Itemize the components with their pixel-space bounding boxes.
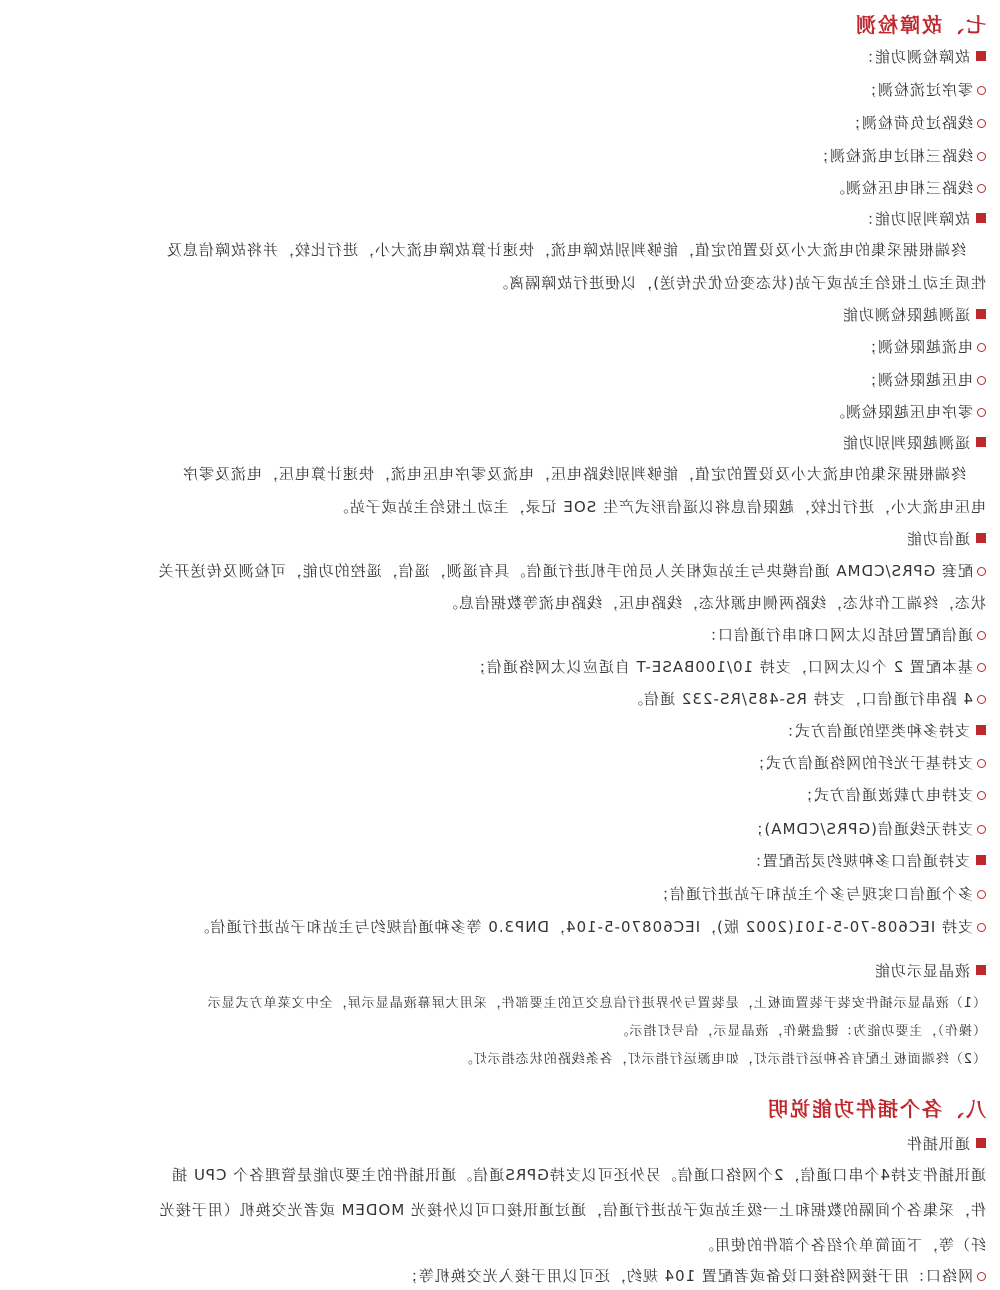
circle-bullet-icon <box>977 663 986 672</box>
circle-bullet-icon <box>977 343 986 352</box>
heading-label: 支持通信口多种规约灵活配置： <box>745 852 970 870</box>
square-bullet-icon <box>976 725 986 735</box>
square-bullet-icon <box>976 437 986 447</box>
square-bullet-icon <box>976 213 986 223</box>
list-item <box>627 689 986 709</box>
list-item-label: 线路三相过电流检测； <box>812 147 973 165</box>
circle-bullet-icon <box>977 152 986 161</box>
list-item-label: 多个通信口实现与多个主站和子站进行通信； <box>652 885 973 903</box>
heading-label: 液晶显示功能 <box>873 962 970 980</box>
circle-bullet-icon <box>977 759 986 768</box>
heading-fault-judge <box>858 209 986 229</box>
list-item <box>861 337 986 357</box>
heading-multi-port <box>746 851 986 871</box>
list-item <box>653 884 986 904</box>
list-item-label: 线路过负荷检测； <box>844 114 973 132</box>
list-item <box>845 113 986 133</box>
list-item-label: 4 路串行通信口，支持 RS-485/RS-232 通信。 <box>627 690 973 708</box>
heading-fault-detect <box>858 47 986 67</box>
paragraph-line: （1）液晶显示插件安装于装置面板上，是装置与外界进行信息交互的主要部件，采用大屏幕液晶显示屏，全中文菜单方式显示 <box>206 996 986 1011</box>
list-item-label: 支持 IEC608-70-5-101(2002 版)，IEC60870-5-104，DNP3.0 等多种通信规约与主站和子站进行通信。 <box>193 918 973 936</box>
list-item-label: 支持无线通信(GPRS/CDMA)； <box>747 820 973 838</box>
square-bullet-icon <box>976 51 986 61</box>
circle-bullet-icon <box>977 631 986 640</box>
paragraph-line: 终端根据采集的电流大小及设置的定值，能够判别线路电压，电流及零序电压电流，快速计算电压，电流及零序 <box>181 465 966 483</box>
list-item-label: 通信配置包括以太网口和串行通信口： <box>700 626 973 644</box>
paragraph-line: 性质主动上报给主站或子站(状态变位优先传送)，以便进行故障隔离。 <box>492 274 986 292</box>
list-item-label: 支持电力载波通信方式； <box>796 786 973 804</box>
circle-bullet-icon <box>977 376 986 385</box>
circle-bullet-icon <box>977 890 986 899</box>
list-item-label: 网络口：用于接网络接口设备或者配置 104 规约，还可以用于接入光交换机等； <box>401 1267 973 1285</box>
square-bullet-icon <box>976 855 986 865</box>
list-item <box>747 819 986 839</box>
paragraph-line: 状态，终端工作状态，线路两侧电源状态，线路电压，线路电流等数据信息。 <box>441 594 986 612</box>
paragraph-line: 通讯插件支持4个串口通信，2个网络口通信。另外还可以支持GPRS通信。通讯插件的主要功能是管理各个 CPU 插 <box>171 1166 986 1184</box>
heading-comm-plugin <box>906 1134 986 1154</box>
list-item <box>861 370 986 390</box>
circle-bullet-icon <box>977 825 986 834</box>
square-bullet-icon <box>976 309 986 319</box>
heading-label: 遥测越限检测功能 <box>841 306 970 324</box>
circle-bullet-icon <box>977 86 986 95</box>
heading-label: 故障检测功能： <box>857 48 970 66</box>
paragraph-line: 终端根据采集的电流大小及设置的定值，能够判别故障电流，快速计算故障电流大小，进行比较，并将故障信息及 <box>165 241 966 259</box>
circle-bullet-icon <box>977 695 986 704</box>
heading-label: 支持多种类型的通信方式： <box>777 722 970 740</box>
list-item <box>194 917 986 937</box>
paragraph-line: 纤）等，下面简单介绍各个部件的使用。 <box>697 1236 986 1254</box>
section-title-8: 八、各个插件功能说明 <box>766 1097 986 1121</box>
paragraph-line: （操作），主要功能为：键盘操作，液晶显示，信号灯指示。 <box>614 1024 986 1039</box>
heading-limit-judge <box>842 433 986 453</box>
list-item <box>813 146 986 166</box>
list-item-label: 电压越限检测； <box>860 371 973 389</box>
list-item <box>402 1266 986 1286</box>
list-item <box>861 80 986 100</box>
section-title-7: 七、故障检测 <box>854 13 986 37</box>
circle-bullet-icon <box>977 119 986 128</box>
heading-comm <box>906 529 986 549</box>
list-item-label: 线路三相电压检测。 <box>828 179 973 197</box>
paragraph-line <box>158 561 986 581</box>
heading-lcd <box>874 961 986 981</box>
list-item <box>829 402 986 422</box>
paragraph-text: 配套 GPRS/CDMA 通信模块与主站或相关人员的手机进行通信。具有遥测，遥信，遥控的功能，可检测及传送开关 <box>157 562 973 580</box>
circle-bullet-icon <box>977 1272 986 1281</box>
list-item-label: 零序过流检测； <box>860 81 973 99</box>
square-bullet-icon <box>976 533 986 543</box>
square-bullet-icon <box>976 1138 986 1148</box>
list-item <box>470 657 986 677</box>
list-item-label: 电流越限检测； <box>860 338 973 356</box>
list-item <box>797 785 986 805</box>
heading-label: 遥测越限判别功能 <box>841 434 970 452</box>
circle-bullet-icon <box>977 791 986 800</box>
circle-bullet-icon <box>977 923 986 932</box>
list-item-label: 零序电压越限检测。 <box>828 403 973 421</box>
list-item <box>749 753 986 773</box>
heading-label: 通讯插件 <box>905 1135 970 1153</box>
heading-multi-comm <box>778 721 986 741</box>
list-item <box>829 178 986 198</box>
circle-bullet-icon <box>977 408 986 417</box>
square-bullet-icon <box>976 965 986 975</box>
list-item-label: 基本配置 2 个以太网口，支持 10/100BASE-T 自适应以太网络通信； <box>469 658 973 676</box>
list-item-label: 支持基于光纤的网络通信方式； <box>748 754 973 772</box>
heading-label: 故障判别功能： <box>857 210 970 228</box>
list-item <box>701 625 986 645</box>
circle-bullet-icon <box>977 184 986 193</box>
paragraph-line: （2）终端面板上配有各种运行指示灯，如电源运行指示灯，各条线路的状态指示灯。 <box>458 1052 986 1067</box>
paragraph-line: 电压电流大小，进行比较，越限信息将以遥信形式产生 SOE 记录，主动上报给主站或子站。 <box>332 498 986 516</box>
heading-limit-detect <box>842 305 986 325</box>
paragraph-line: 件，采集各个间隔的数据和上一级主站或子站进行通信，通过通讯接口可以外接光 MODEM 或者光交换机（用于接光 <box>158 1201 986 1219</box>
circle-bullet-icon <box>977 567 986 576</box>
heading-label: 通信功能 <box>905 530 970 548</box>
